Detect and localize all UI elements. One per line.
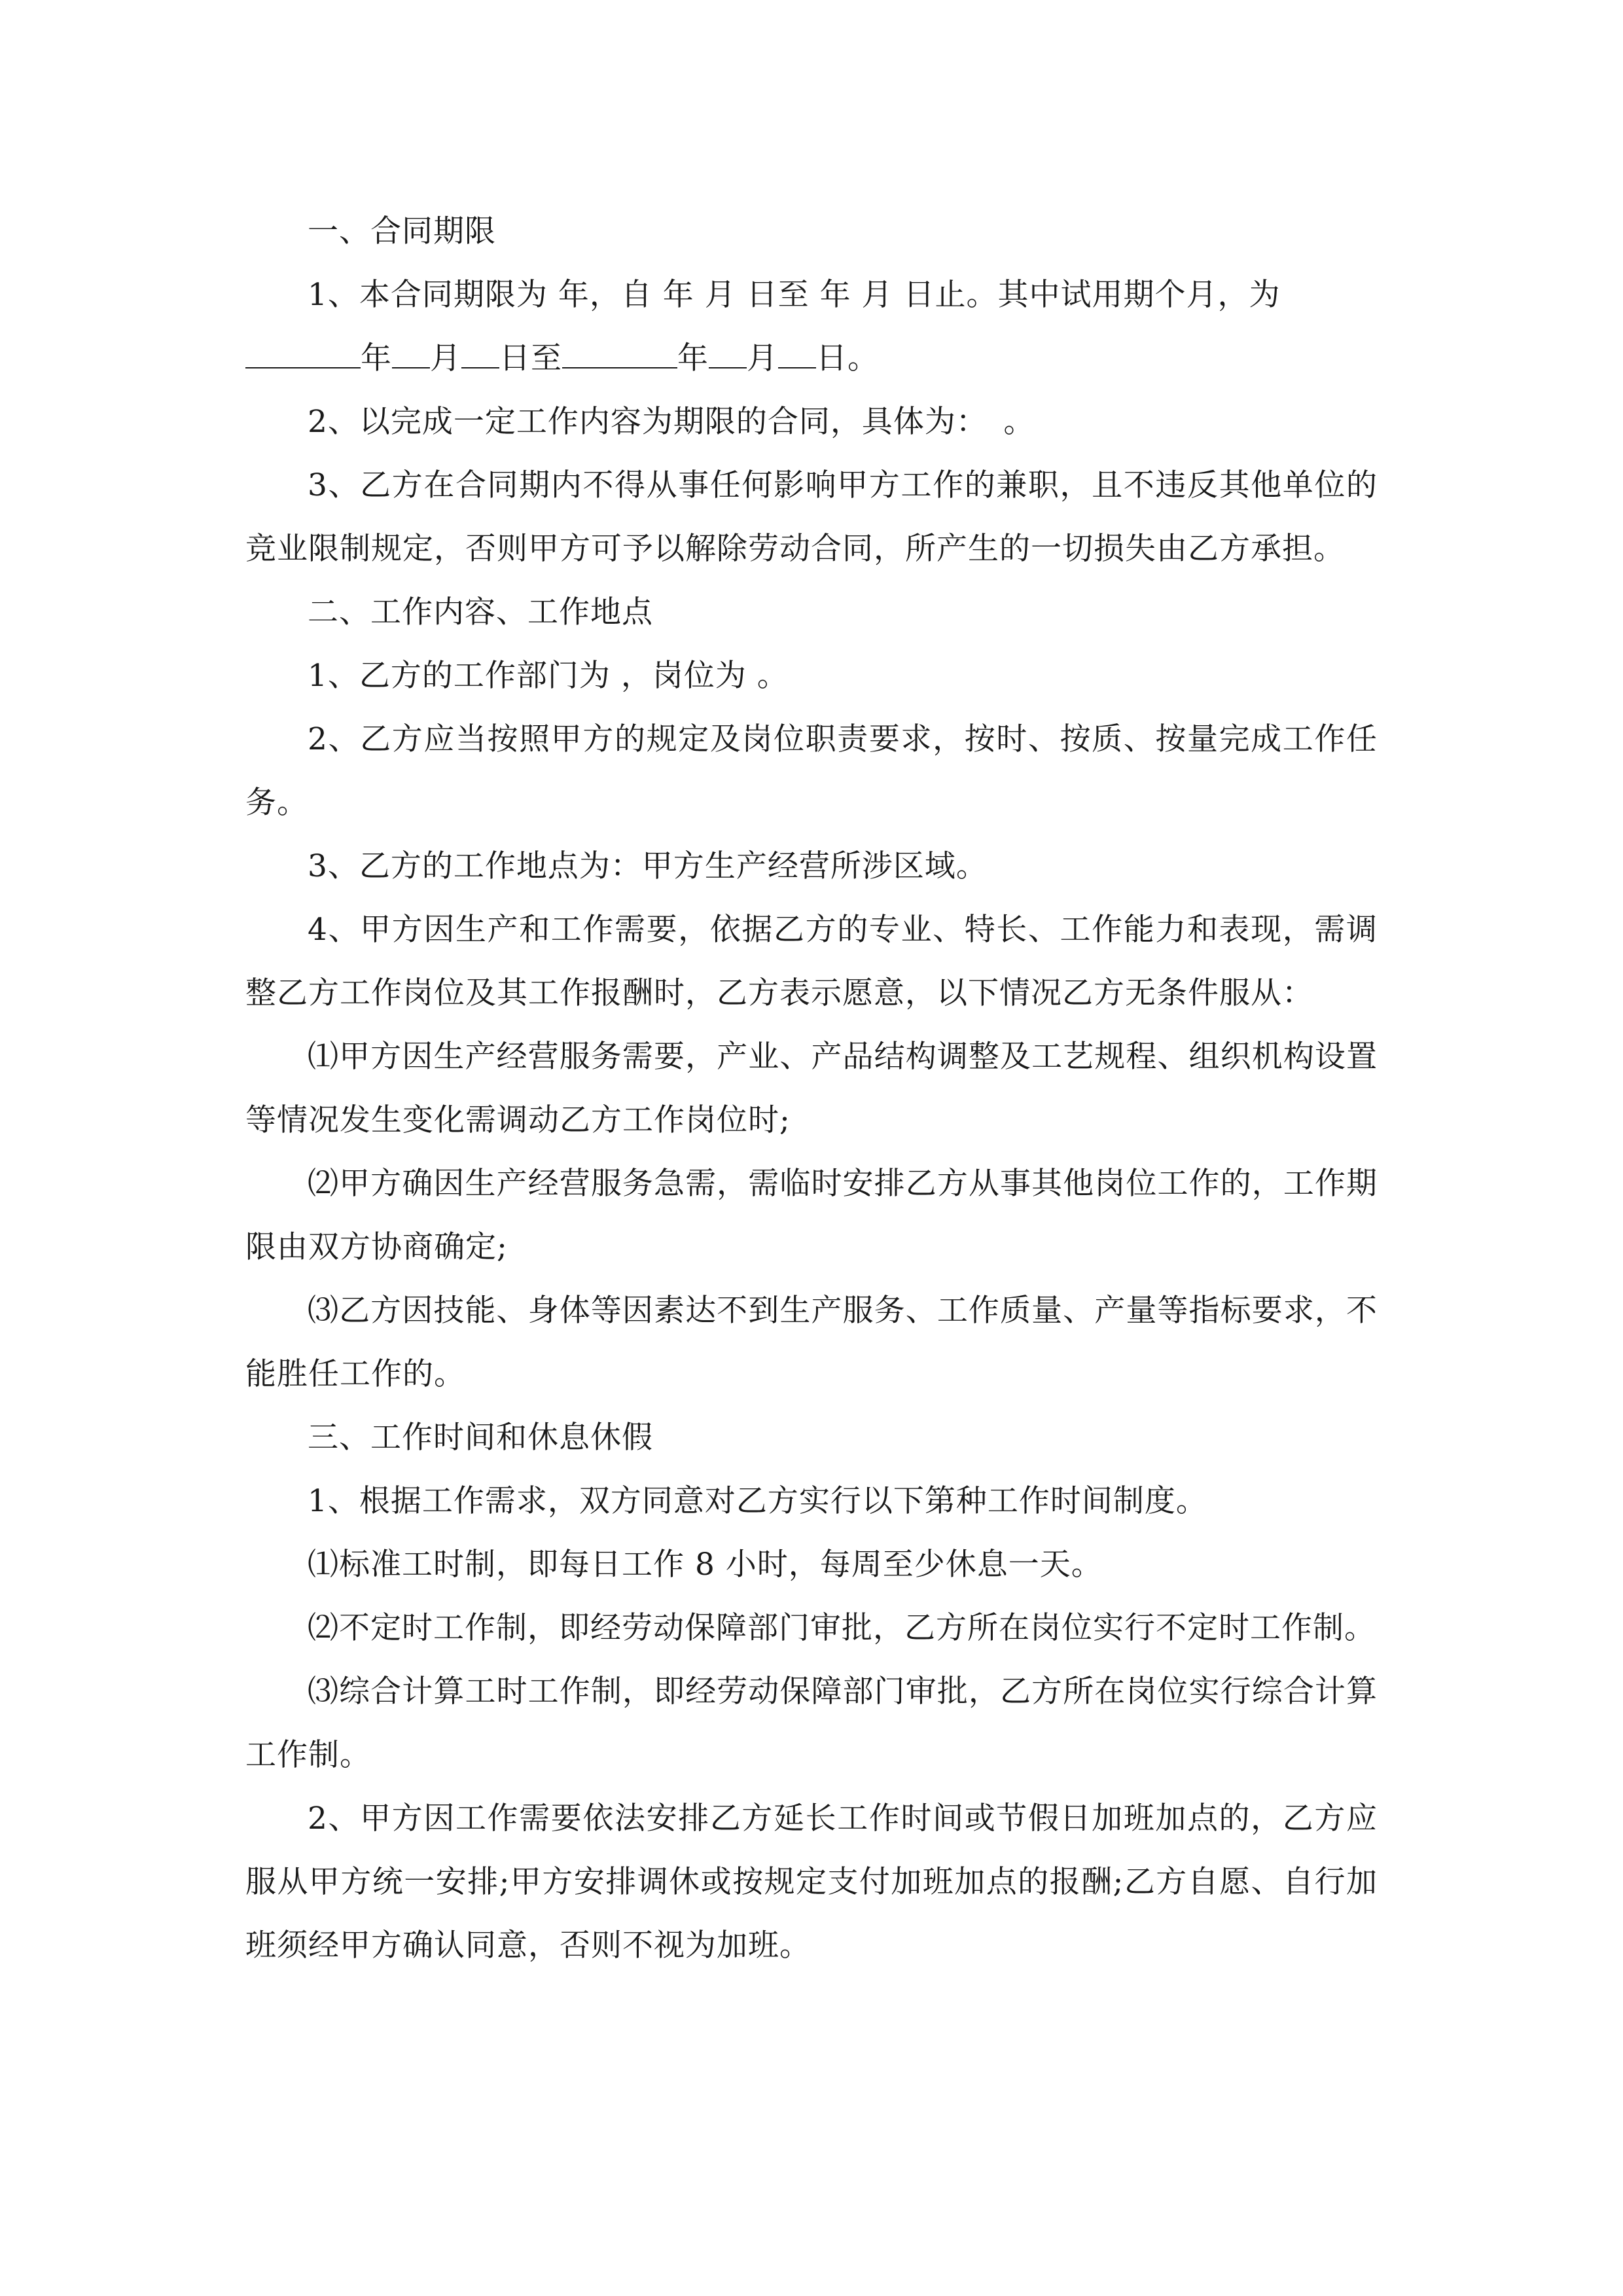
paragraph-work-hours-1-item-3: ⑶综合计算工时工作制，即经劳动保障部门审批，乙方所在岗位实行综合计算工作制。 (245, 1674, 1378, 1773)
label-year-start: 年 (361, 340, 392, 376)
section-heading-work-content: 二、工作内容、工作地点 (308, 594, 653, 630)
section-heading-work-hours: 三、工作时间和休息休假 (308, 1420, 653, 1456)
paragraph-contract-term-2: 2、以完成一定工作内容为期限的合同，具体为： 。 (308, 404, 1035, 440)
paragraph-work-hours-1-item-1: ⑴标准工时制，即每日工作 8 小时，每周至少休息一天。 (308, 1547, 1103, 1583)
blank-day-start (461, 341, 499, 368)
paragraph-work-content-4-item-3: ⑶乙方因技能、身体等因素达不到生产服务、工作质量、产量等指标要求，不能胜任工作的。 (245, 1293, 1378, 1392)
paragraph-work-content-4-item-2: ⑵甲方确因生产经营服务急需，需临时安排乙方从事其他岗位工作的，工作期限由双方协商确定; (245, 1166, 1378, 1265)
blank-year-end (562, 341, 677, 368)
section-heading-contract-term: 一、合同期限 (308, 213, 496, 249)
paragraph-contract-term-1: 1、本合同期限为 年，自 年 月 日至 年 月 日止。其中试用期个月，为 (308, 277, 1281, 313)
paragraph-work-content-3: 3、乙方的工作地点为：甲方生产经营所涉区域。 (308, 848, 988, 884)
blank-day-end (778, 341, 816, 368)
paragraph-work-content-4-item-1: ⑴甲方因生产经营服务需要，产业、产品结构调整及工艺规程、组织机构设置等情况发生变化需调动乙方工作岗位时; (245, 1039, 1378, 1138)
paragraph-contract-term-1-dates (245, 327, 1378, 390)
paragraph-work-hours-2: 2、甲方因工作需要依法安排乙方延长工作时间或节假日加班加点的，乙方应服从甲方统一安排;甲方安排调休或按规定支付加班加点的报酬;乙方自愿、自行加班须经甲方确认同意，否则不视为加班。 (245, 1801, 1378, 1964)
blank-month-end (709, 341, 747, 368)
document-body (245, 200, 1378, 1977)
blank-month-start (392, 341, 430, 368)
paragraph-work-hours-1-item-2: ⑵不定时工作制，即经劳动保障部门审批，乙方所在岗位实行不定时工作制。 (308, 1610, 1376, 1646)
paragraph-contract-term-3: 3、乙方在合同期内不得从事任何影响甲方工作的兼职，且不违反其他单位的竞业限制规定，否则甲方可予以解除劳动合同，所产生的一切损失由乙方承担。 (245, 467, 1378, 567)
label-day-start-to: 日至 (499, 340, 562, 376)
paragraph-work-content-4: 4、甲方因生产和工作需要，依据乙方的专业、特长、工作能力和表现，需调整乙方工作岗位及其工作报酬时，乙方表示愿意，以下情况乙方无条件服从： (245, 912, 1378, 1011)
label-year-end: 年 (677, 340, 709, 376)
blank-year-start (245, 341, 361, 368)
paragraph-work-content-1: 1、乙方的工作部门为 ，岗位为 。 (308, 658, 789, 694)
label-month-end: 月 (747, 340, 778, 376)
paragraph-work-hours-1: 1、根据工作需求，双方同意对乙方实行以下第种工作时间制度。 (308, 1483, 1207, 1519)
label-day-end: 日。 (816, 340, 879, 376)
label-month-start: 月 (430, 340, 461, 376)
paragraph-work-content-2: 2、乙方应当按照甲方的规定及岗位职责要求，按时、按质、按量完成工作任务。 (245, 721, 1378, 821)
